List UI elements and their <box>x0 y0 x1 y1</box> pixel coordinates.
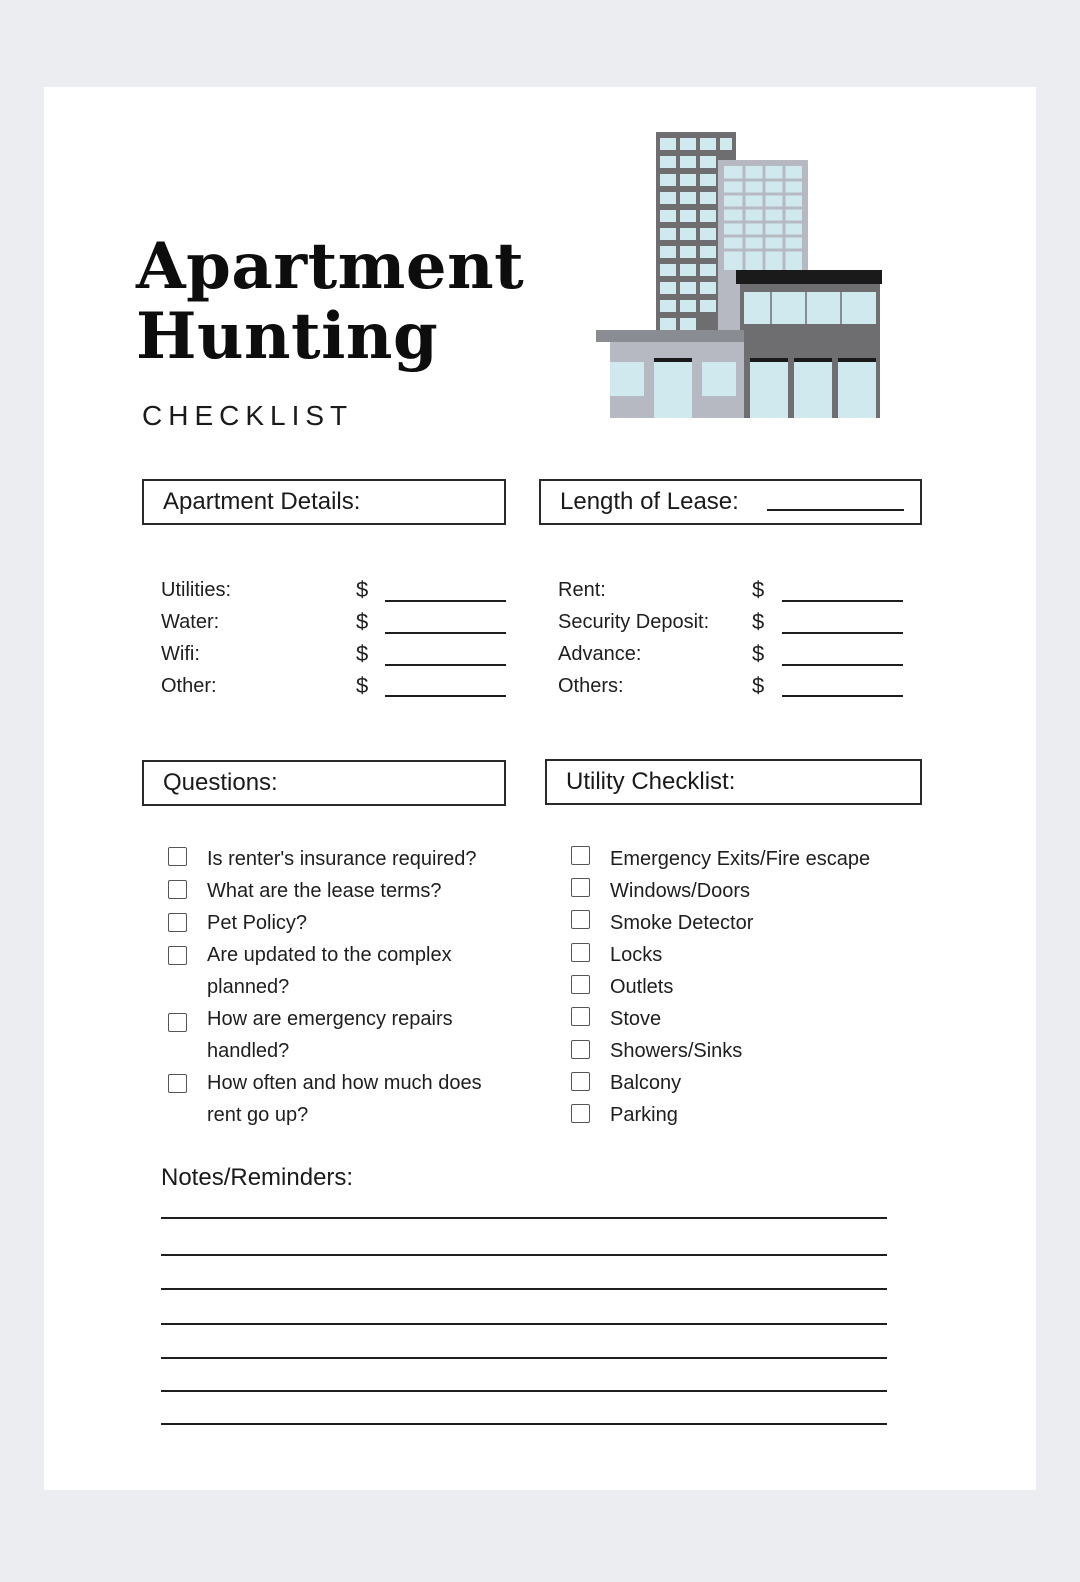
notes-line[interactable] <box>161 1323 887 1325</box>
notes-line[interactable] <box>161 1423 887 1425</box>
cost-label-others: Others: <box>558 675 624 697</box>
utility-item: Balcony <box>610 1072 682 1094</box>
utility-checklist-label: Utility Checklist: <box>566 768 736 795</box>
utility-checkbox[interactable] <box>571 1007 590 1026</box>
questions-header <box>142 760 506 806</box>
dollar-sign: $ <box>752 577 765 602</box>
notes-line[interactable] <box>161 1357 887 1359</box>
notes-line[interactable] <box>161 1254 887 1256</box>
checklist-page <box>44 87 1036 1490</box>
dollar-sign: $ <box>356 673 369 698</box>
question-item: Is renter's insurance required? <box>207 848 477 870</box>
utility-checkbox[interactable] <box>571 846 590 865</box>
dollar-sign: $ <box>356 577 369 602</box>
apartment-building-illustration <box>596 132 886 418</box>
question-item: How are emergency repairs handled? <box>207 1008 453 1062</box>
utility-checkbox[interactable] <box>571 975 590 994</box>
question-checkbox[interactable] <box>168 946 187 965</box>
cost-label-rent: Rent: <box>558 579 606 601</box>
notes-line[interactable] <box>161 1390 887 1392</box>
title-line-2: Hunting <box>136 299 439 374</box>
dollar-sign: $ <box>356 641 369 666</box>
cost-label-advance: Advance: <box>558 643 642 665</box>
utility-item: Emergency Exits/Fire escape <box>610 848 871 870</box>
length-of-lease-header <box>539 479 922 525</box>
dollar-sign: $ <box>752 673 765 698</box>
cost-label-utilities: Utilities: <box>161 579 232 601</box>
page-subtitle: CHECKLIST <box>142 400 354 431</box>
utility-checkbox[interactable] <box>571 943 590 962</box>
amount-blank-others[interactable] <box>782 695 903 697</box>
question-checkbox[interactable] <box>168 847 187 866</box>
utility-checkbox[interactable] <box>571 1040 590 1059</box>
length-of-lease-label: Length of Lease: <box>560 488 739 515</box>
utility-item: Locks <box>610 944 663 966</box>
apartment-details-label: Apartment Details: <box>163 488 361 515</box>
utility-item: Showers/Sinks <box>610 1040 743 1062</box>
amount-blank-other[interactable] <box>385 695 506 697</box>
cost-label-water: Water: <box>161 611 220 633</box>
amount-blank-wifi[interactable] <box>385 664 506 666</box>
dollar-sign: $ <box>752 641 765 666</box>
question-item: How often and how much does rent go up? <box>207 1072 482 1126</box>
utility-item: Smoke Detector <box>610 912 754 934</box>
question-item: What are the lease terms? <box>207 880 442 902</box>
apartment-details-header <box>142 479 506 525</box>
notes-line[interactable] <box>161 1288 887 1290</box>
length-of-lease-blank[interactable] <box>767 509 904 511</box>
questions-label: Questions: <box>163 769 278 796</box>
amount-blank-security-deposit[interactable] <box>782 632 903 634</box>
cost-label-wifi: Wifi: <box>161 643 200 665</box>
utility-item: Parking <box>610 1104 678 1126</box>
utility-item: Outlets <box>610 976 674 998</box>
question-checkbox[interactable] <box>168 913 187 932</box>
question-checkbox[interactable] <box>168 1013 187 1032</box>
utility-item: Stove <box>610 1008 662 1030</box>
amount-blank-water[interactable] <box>385 632 506 634</box>
amount-blank-rent[interactable] <box>782 600 903 602</box>
notes-line[interactable] <box>161 1217 887 1219</box>
utility-checkbox[interactable] <box>571 878 590 897</box>
notes-heading: Notes/Reminders: <box>161 1164 354 1191</box>
utility-checkbox[interactable] <box>571 1104 590 1123</box>
amount-blank-advance[interactable] <box>782 664 903 666</box>
dollar-sign: $ <box>752 609 765 634</box>
dollar-sign: $ <box>356 609 369 634</box>
utility-item: Windows/Doors <box>610 880 751 902</box>
cost-label-other: Other: <box>161 675 217 697</box>
utility-checkbox[interactable] <box>571 910 590 929</box>
amount-blank-utilities[interactable] <box>385 600 506 602</box>
question-item: Are updated to the complex planned? <box>207 944 452 998</box>
title-line-1: Apartment <box>136 229 525 304</box>
utility-checkbox[interactable] <box>571 1072 590 1091</box>
question-checkbox[interactable] <box>168 880 187 899</box>
cost-label-security-deposit: Security Deposit: <box>558 611 710 633</box>
question-item: Pet Policy? <box>207 912 308 934</box>
utility-checklist-header <box>545 759 922 805</box>
page-title <box>136 229 525 374</box>
question-checkbox[interactable] <box>168 1074 187 1093</box>
